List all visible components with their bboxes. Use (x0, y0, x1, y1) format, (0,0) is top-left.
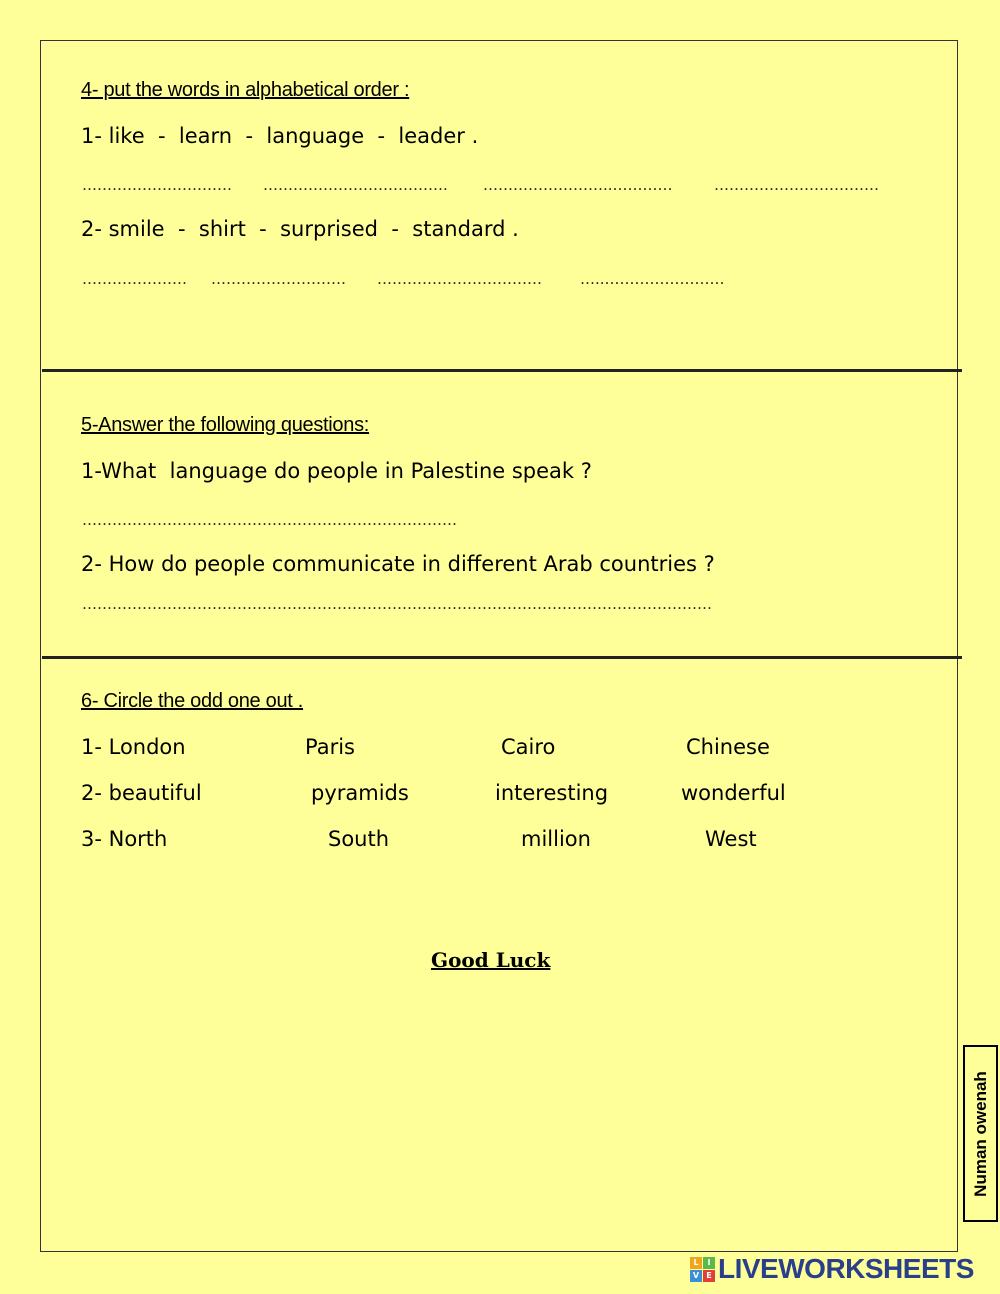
answer-blank[interactable]: …………………………… (377, 270, 542, 288)
odd-one-option[interactable]: Paris (305, 735, 355, 759)
section4-question-2: 2- smile - shirt - surprised - standard . (81, 217, 519, 241)
odd-one-option[interactable]: 1- London (81, 735, 186, 759)
section4-heading: 4- put the words in alphabetical order : (81, 79, 410, 101)
logo-letter: L (690, 1257, 702, 1269)
answer-blank[interactable]: ……………………………………………………………………………………………………………… (82, 595, 712, 613)
answer-blank[interactable]: ………………………… (82, 176, 232, 194)
answer-blank[interactable]: ……………………… (211, 270, 346, 288)
odd-one-option[interactable]: West (705, 827, 757, 851)
odd-one-option[interactable]: interesting (495, 781, 609, 805)
liveworksheets-mark-icon (690, 1257, 715, 1282)
section5-heading: 5-Answer the following questions: (81, 414, 370, 436)
section5-question-2: 2- How do people communicate in different Arab countries ? (81, 552, 715, 576)
author-name: Numan owenah (970, 1070, 990, 1197)
answer-blank[interactable]: …………………………… (714, 176, 879, 194)
answer-blank[interactable]: ……………………..………… (483, 176, 673, 194)
section-divider (42, 656, 962, 659)
section-divider (42, 369, 962, 372)
odd-one-option[interactable]: wonderful (681, 781, 786, 805)
odd-one-option[interactable]: Cairo (501, 735, 556, 759)
odd-one-option[interactable]: 2- beautiful (81, 781, 202, 805)
answer-blank[interactable]: ………………………………. (263, 176, 448, 194)
odd-one-option[interactable]: Chinese (686, 735, 770, 759)
odd-one-option[interactable]: 3- North (81, 827, 168, 851)
logo-letter: E (703, 1270, 715, 1282)
answer-blank[interactable]: …..…………………… (580, 270, 725, 288)
logo-wordmark: LIVEWORKSHEETS (718, 1253, 974, 1284)
section5-question-1: 1-What language do people in Palestine speak ? (81, 459, 592, 483)
odd-one-option[interactable]: pyramids (311, 781, 409, 805)
answer-blank[interactable]: ………………………………………………………………… (82, 511, 457, 529)
logo-letter: V (690, 1270, 702, 1282)
section4-question-1: 1- like - learn - language - leader . (81, 124, 479, 148)
section6-heading: 6- Circle the odd one out . (81, 690, 304, 712)
answer-blank[interactable]: ………………… (82, 270, 187, 288)
odd-one-option[interactable]: South (328, 827, 390, 851)
good-luck-text: Good Luck (431, 948, 551, 972)
liveworksheets-logo (690, 1254, 974, 1284)
author-box (963, 1045, 998, 1222)
odd-one-option[interactable]: million (521, 827, 591, 851)
logo-letter: I (703, 1257, 715, 1269)
